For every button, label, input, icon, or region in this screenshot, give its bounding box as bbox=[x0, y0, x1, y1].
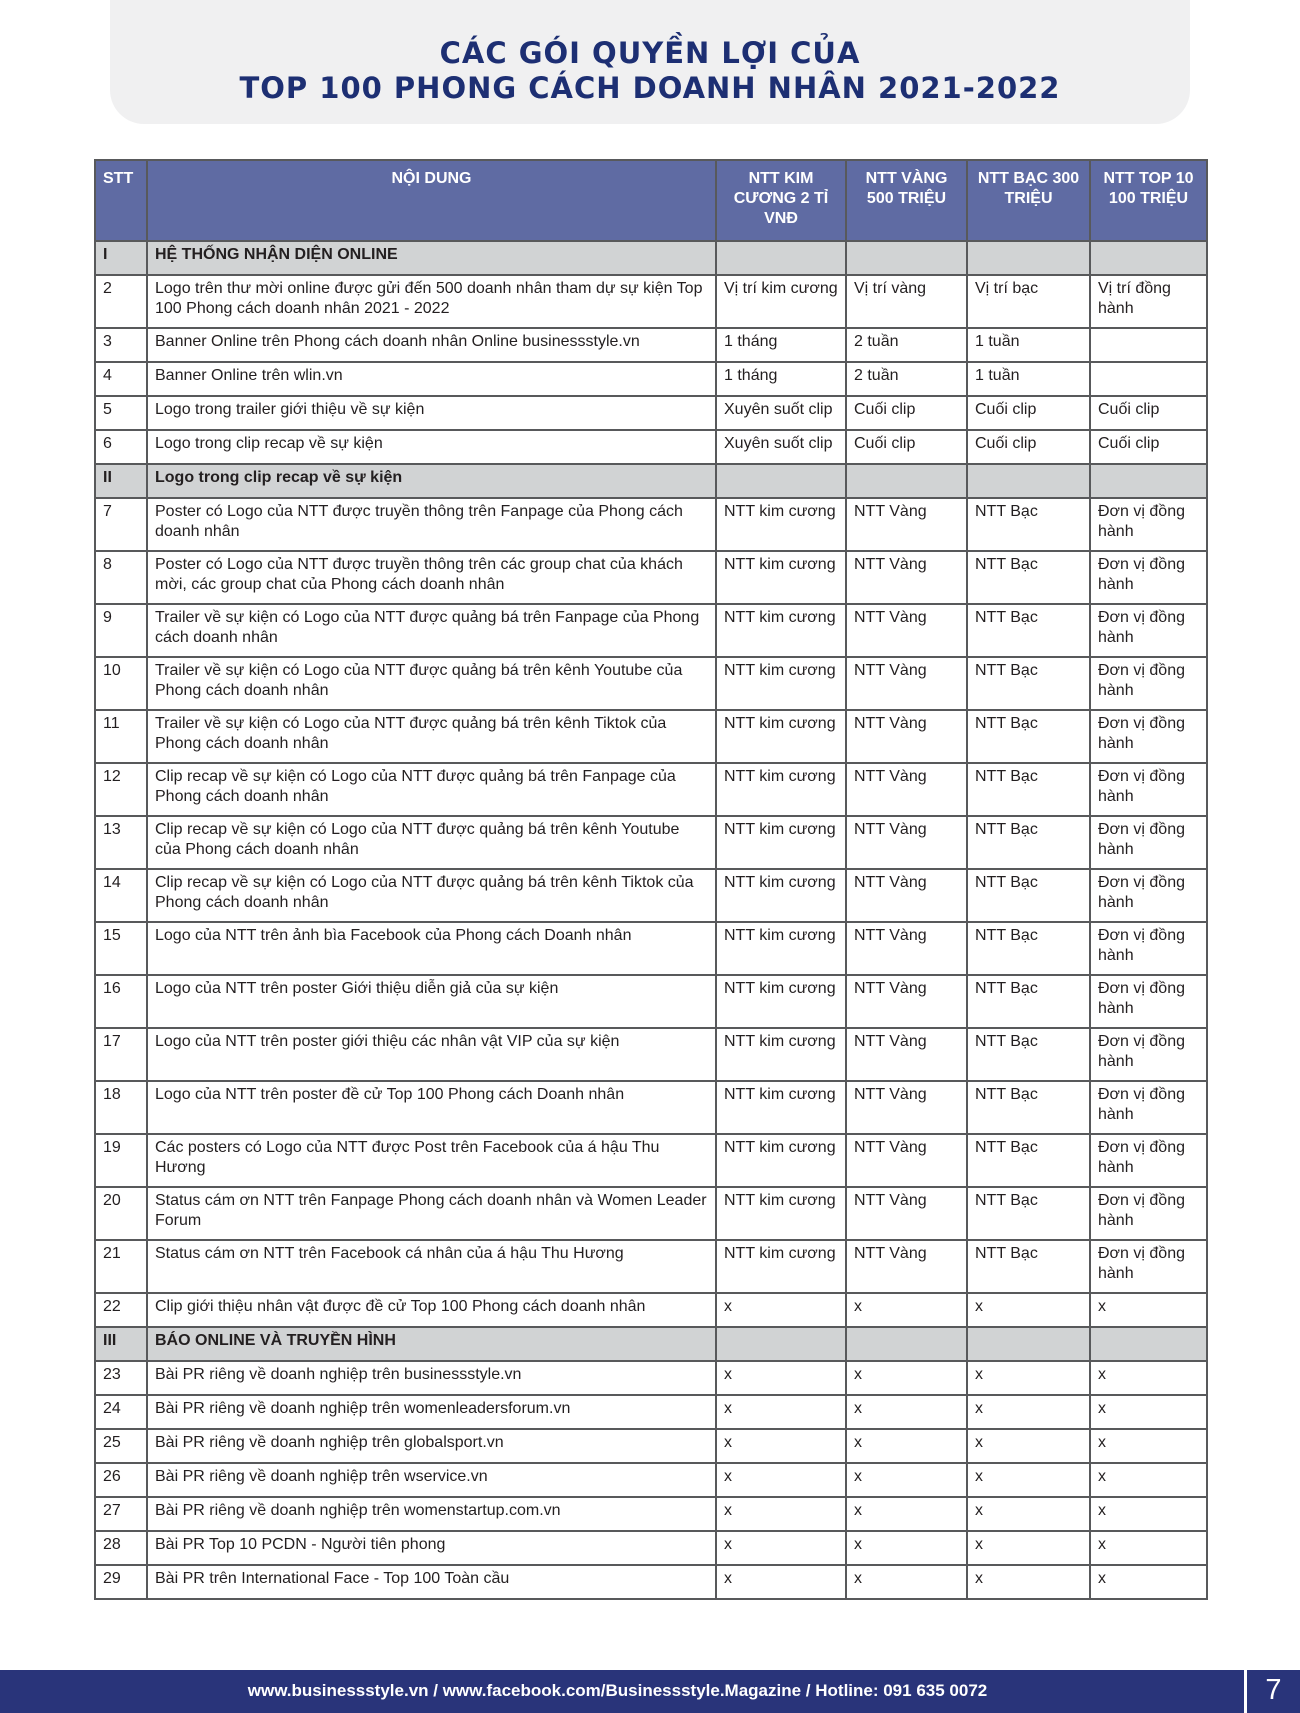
cell-diamond: NTT kim cương bbox=[716, 816, 846, 869]
cell-gold: x bbox=[846, 1429, 967, 1463]
cell-silver: NTT Bạc bbox=[967, 975, 1090, 1028]
cell-diamond: NTT kim cương bbox=[716, 498, 846, 551]
cell-top10: Đơn vị đồng hành bbox=[1090, 710, 1207, 763]
cell-diamond: NTT kim cương bbox=[716, 657, 846, 710]
table-row bbox=[95, 498, 1207, 551]
cell-diamond: Xuyên suốt clip bbox=[716, 430, 846, 464]
cell-top10: x bbox=[1090, 1531, 1207, 1565]
table-header-row bbox=[95, 160, 1207, 241]
cell-top10: Đơn vị đồng hành bbox=[1090, 604, 1207, 657]
cell-content: Bài PR riêng về doanh nghiệp trên womenstartup.com.vn bbox=[147, 1497, 716, 1531]
cell-gold bbox=[846, 1327, 967, 1361]
cell-silver: Vị trí bạc bbox=[967, 275, 1090, 328]
cell-stt: 22 bbox=[95, 1293, 147, 1327]
title-banner bbox=[110, 0, 1190, 124]
cell-stt: 25 bbox=[95, 1429, 147, 1463]
cell-stt: 12 bbox=[95, 763, 147, 816]
cell-top10: Đơn vị đồng hành bbox=[1090, 1187, 1207, 1240]
cell-silver: x bbox=[967, 1395, 1090, 1429]
cell-silver: NTT Bạc bbox=[967, 1240, 1090, 1293]
table-row bbox=[95, 1497, 1207, 1531]
cell-content: BÁO ONLINE VÀ TRUYỀN HÌNH bbox=[147, 1327, 716, 1361]
cell-content: Bài PR riêng về doanh nghiệp trên wservice.vn bbox=[147, 1463, 716, 1497]
table-row bbox=[95, 1565, 1207, 1599]
cell-top10: Đơn vị đồng hành bbox=[1090, 1134, 1207, 1187]
cell-gold: Cuối clip bbox=[846, 430, 967, 464]
cell-top10: Cuối clip bbox=[1090, 396, 1207, 430]
cell-content: Logo của NTT trên poster Giới thiệu diễn giả của sự kiện bbox=[147, 975, 716, 1028]
cell-content: Clip recap về sự kiện có Logo của NTT được quảng bá trên Fanpage của Phong cách doanh nhân bbox=[147, 763, 716, 816]
cell-stt: 19 bbox=[95, 1134, 147, 1187]
table-row bbox=[95, 1081, 1207, 1134]
cell-diamond: Vị trí kim cương bbox=[716, 275, 846, 328]
cell-silver: x bbox=[967, 1361, 1090, 1395]
cell-content: Các posters có Logo của NTT được Post trên Facebook của á hậu Thu Hương bbox=[147, 1134, 716, 1187]
cell-content: Poster có Logo của NTT được truyền thông trên Fanpage của Phong cách doanh nhân bbox=[147, 498, 716, 551]
cell-diamond: x bbox=[716, 1395, 846, 1429]
cell-stt: 18 bbox=[95, 1081, 147, 1134]
cell-silver: NTT Bạc bbox=[967, 816, 1090, 869]
cell-content: Clip recap về sự kiện có Logo của NTT được quảng bá trên kênh Youtube của Phong cách doanh nhân bbox=[147, 816, 716, 869]
cell-content: Logo trong clip recap về sự kiện bbox=[147, 430, 716, 464]
cell-diamond: NTT kim cương bbox=[716, 763, 846, 816]
cell-diamond: Xuyên suốt clip bbox=[716, 396, 846, 430]
cell-diamond: NTT kim cương bbox=[716, 1081, 846, 1134]
cell-stt: 2 bbox=[95, 275, 147, 328]
cell-diamond: 1 tháng bbox=[716, 362, 846, 396]
cell-top10: Đơn vị đồng hành bbox=[1090, 869, 1207, 922]
cell-silver: NTT Bạc bbox=[967, 498, 1090, 551]
table-row bbox=[95, 869, 1207, 922]
section-row bbox=[95, 464, 1207, 498]
cell-content: Status cám ơn NTT trên Fanpage Phong cách doanh nhân và Women Leader Forum bbox=[147, 1187, 716, 1240]
table-row bbox=[95, 275, 1207, 328]
page-title-line-2: TOP 100 PHONG CÁCH DOANH NHÂN 2021-2022 bbox=[239, 71, 1061, 105]
cell-silver: NTT Bạc bbox=[967, 551, 1090, 604]
cell-silver: Cuối clip bbox=[967, 396, 1090, 430]
cell-top10 bbox=[1090, 464, 1207, 498]
cell-content: Trailer về sự kiện có Logo của NTT được quảng bá trên Fanpage của Phong cách doanh nhân bbox=[147, 604, 716, 657]
cell-gold: NTT Vàng bbox=[846, 816, 967, 869]
cell-top10: Đơn vị đồng hành bbox=[1090, 763, 1207, 816]
cell-gold: NTT Vàng bbox=[846, 922, 967, 975]
cell-silver: NTT Bạc bbox=[967, 1028, 1090, 1081]
cell-gold: NTT Vàng bbox=[846, 551, 967, 604]
cell-diamond: NTT kim cương bbox=[716, 1134, 846, 1187]
cell-stt: 23 bbox=[95, 1361, 147, 1395]
cell-stt: 5 bbox=[95, 396, 147, 430]
column-header-content: NỘI DUNG bbox=[147, 160, 716, 241]
column-header-stt: STT bbox=[95, 160, 147, 241]
cell-gold: NTT Vàng bbox=[846, 1187, 967, 1240]
cell-stt: 26 bbox=[95, 1463, 147, 1497]
cell-diamond: x bbox=[716, 1463, 846, 1497]
cell-top10 bbox=[1090, 1327, 1207, 1361]
cell-silver: NTT Bạc bbox=[967, 657, 1090, 710]
cell-gold: x bbox=[846, 1361, 967, 1395]
table-row bbox=[95, 763, 1207, 816]
table-row bbox=[95, 362, 1207, 396]
cell-content: Trailer về sự kiện có Logo của NTT được quảng bá trên kênh Tiktok của Phong cách doanh nhân bbox=[147, 710, 716, 763]
cell-content: Clip giới thiệu nhân vật được đề cử Top 100 Phong cách doanh nhân bbox=[147, 1293, 716, 1327]
cell-diamond: NTT kim cương bbox=[716, 922, 846, 975]
cell-gold: x bbox=[846, 1565, 967, 1599]
cell-gold: NTT Vàng bbox=[846, 1240, 967, 1293]
cell-silver bbox=[967, 464, 1090, 498]
cell-diamond: x bbox=[716, 1361, 846, 1395]
table-row bbox=[95, 1187, 1207, 1240]
cell-stt: 13 bbox=[95, 816, 147, 869]
cell-content: Logo của NTT trên poster đề cử Top 100 Phong cách Doanh nhân bbox=[147, 1081, 716, 1134]
cell-top10: Đơn vị đồng hành bbox=[1090, 1028, 1207, 1081]
cell-silver: NTT Bạc bbox=[967, 763, 1090, 816]
cell-stt: 29 bbox=[95, 1565, 147, 1599]
cell-stt: 10 bbox=[95, 657, 147, 710]
cell-diamond: NTT kim cương bbox=[716, 1028, 846, 1081]
cell-gold: x bbox=[846, 1463, 967, 1497]
cell-content: Logo của NTT trên poster giới thiệu các nhân vật VIP của sự kiện bbox=[147, 1028, 716, 1081]
cell-content: Poster có Logo của NTT được truyền thông trên các group chat của khách mời, các group chat của Phong cách doanh nhân bbox=[147, 551, 716, 604]
table-body bbox=[95, 241, 1207, 1599]
table-row bbox=[95, 710, 1207, 763]
cell-diamond bbox=[716, 464, 846, 498]
cell-top10 bbox=[1090, 241, 1207, 275]
cell-silver: x bbox=[967, 1497, 1090, 1531]
cell-stt: 9 bbox=[95, 604, 147, 657]
cell-silver bbox=[967, 1327, 1090, 1361]
cell-gold: Cuối clip bbox=[846, 396, 967, 430]
cell-stt: 6 bbox=[95, 430, 147, 464]
cell-content: Bài PR riêng về doanh nghiệp trên globalsport.vn bbox=[147, 1429, 716, 1463]
cell-content: Logo trong trailer giới thiệu về sự kiện bbox=[147, 396, 716, 430]
cell-content: Trailer về sự kiện có Logo của NTT được quảng bá trên kênh Youtube của Phong cách doanh nhân bbox=[147, 657, 716, 710]
cell-gold bbox=[846, 464, 967, 498]
section-row bbox=[95, 241, 1207, 275]
cell-stt: 17 bbox=[95, 1028, 147, 1081]
table-row bbox=[95, 551, 1207, 604]
cell-content: Bài PR Top 10 PCDN - Người tiên phong bbox=[147, 1531, 716, 1565]
cell-stt: I bbox=[95, 241, 147, 275]
table-row bbox=[95, 1395, 1207, 1429]
cell-diamond bbox=[716, 241, 846, 275]
page-number: 7 bbox=[1265, 1674, 1282, 1706]
cell-silver: NTT Bạc bbox=[967, 922, 1090, 975]
cell-content: Banner Online trên wlin.vn bbox=[147, 362, 716, 396]
cell-stt: 7 bbox=[95, 498, 147, 551]
cell-top10 bbox=[1090, 362, 1207, 396]
cell-diamond: NTT kim cương bbox=[716, 710, 846, 763]
table-row bbox=[95, 922, 1207, 975]
cell-silver: x bbox=[967, 1293, 1090, 1327]
cell-gold: NTT Vàng bbox=[846, 869, 967, 922]
cell-content: Banner Online trên Phong cách doanh nhân Online businessstyle.vn bbox=[147, 328, 716, 362]
cell-content: Logo trên thư mời online được gửi đến 500 doanh nhân tham dự sự kiện Top 100 Phong cách doanh nhân 2021 - 2022 bbox=[147, 275, 716, 328]
cell-gold: x bbox=[846, 1531, 967, 1565]
cell-silver: 1 tuần bbox=[967, 328, 1090, 362]
cell-diamond: x bbox=[716, 1497, 846, 1531]
cell-top10: x bbox=[1090, 1463, 1207, 1497]
footer-bar bbox=[0, 1670, 1300, 1713]
footer-contact-text: www.businessstyle.vn / www.facebook.com/Businessstyle.Magazine / Hotline: 091 635 0072 bbox=[247, 1681, 988, 1700]
cell-gold: Vị trí vàng bbox=[846, 275, 967, 328]
cell-stt: 28 bbox=[95, 1531, 147, 1565]
cell-top10: Đơn vị đồng hành bbox=[1090, 922, 1207, 975]
cell-top10: Đơn vị đồng hành bbox=[1090, 498, 1207, 551]
cell-gold: NTT Vàng bbox=[846, 657, 967, 710]
table-row bbox=[95, 1240, 1207, 1293]
cell-top10: Cuối clip bbox=[1090, 430, 1207, 464]
cell-gold: NTT Vàng bbox=[846, 975, 967, 1028]
cell-gold: NTT Vàng bbox=[846, 604, 967, 657]
cell-diamond bbox=[716, 1327, 846, 1361]
cell-top10: x bbox=[1090, 1361, 1207, 1395]
table-row bbox=[95, 816, 1207, 869]
cell-content: Logo của NTT trên ảnh bìa Facebook của Phong cách Doanh nhân bbox=[147, 922, 716, 975]
table-row bbox=[95, 975, 1207, 1028]
cell-silver bbox=[967, 241, 1090, 275]
cell-silver: x bbox=[967, 1463, 1090, 1497]
column-header-silver: NTT BẠC 300 TRIỆU bbox=[967, 160, 1090, 241]
cell-stt: 14 bbox=[95, 869, 147, 922]
cell-top10: Đơn vị đồng hành bbox=[1090, 1081, 1207, 1134]
cell-top10: x bbox=[1090, 1497, 1207, 1531]
cell-gold: x bbox=[846, 1395, 967, 1429]
cell-diamond: NTT kim cương bbox=[716, 1240, 846, 1293]
cell-diamond: x bbox=[716, 1293, 846, 1327]
table-row bbox=[95, 1028, 1207, 1081]
cell-silver: 1 tuần bbox=[967, 362, 1090, 396]
column-header-top10: NTT TOP 10 100 TRIỆU bbox=[1090, 160, 1207, 241]
table-row bbox=[95, 430, 1207, 464]
table-row bbox=[95, 1361, 1207, 1395]
cell-top10: Đơn vị đồng hành bbox=[1090, 657, 1207, 710]
cell-silver: NTT Bạc bbox=[967, 869, 1090, 922]
table-header bbox=[95, 160, 1207, 241]
cell-diamond: x bbox=[716, 1429, 846, 1463]
table-row bbox=[95, 1531, 1207, 1565]
cell-top10: Đơn vị đồng hành bbox=[1090, 551, 1207, 604]
cell-gold: 2 tuần bbox=[846, 328, 967, 362]
table-row bbox=[95, 328, 1207, 362]
cell-silver: NTT Bạc bbox=[967, 1187, 1090, 1240]
benefits-table bbox=[94, 159, 1208, 1600]
cell-silver: NTT Bạc bbox=[967, 1134, 1090, 1187]
cell-gold: x bbox=[846, 1497, 967, 1531]
table-row bbox=[95, 604, 1207, 657]
section-row bbox=[95, 1327, 1207, 1361]
cell-top10: Đơn vị đồng hành bbox=[1090, 975, 1207, 1028]
cell-diamond: NTT kim cương bbox=[716, 604, 846, 657]
cell-top10: Vị trí đồng hành bbox=[1090, 275, 1207, 328]
cell-gold: NTT Vàng bbox=[846, 763, 967, 816]
cell-content: Bài PR riêng về doanh nghiệp trên businessstyle.vn bbox=[147, 1361, 716, 1395]
cell-content: Logo trong clip recap về sự kiện bbox=[147, 464, 716, 498]
cell-stt: 8 bbox=[95, 551, 147, 604]
cell-stt: 11 bbox=[95, 710, 147, 763]
cell-gold bbox=[846, 241, 967, 275]
cell-gold: x bbox=[846, 1293, 967, 1327]
cell-gold: NTT Vàng bbox=[846, 498, 967, 551]
table-row bbox=[95, 1429, 1207, 1463]
cell-stt: 16 bbox=[95, 975, 147, 1028]
cell-stt: 21 bbox=[95, 1240, 147, 1293]
cell-content: Bài PR trên International Face - Top 100 Toàn cầu bbox=[147, 1565, 716, 1599]
cell-top10: x bbox=[1090, 1565, 1207, 1599]
cell-silver: x bbox=[967, 1565, 1090, 1599]
table-row bbox=[95, 657, 1207, 710]
cell-diamond: NTT kim cương bbox=[716, 1187, 846, 1240]
cell-content: HỆ THỐNG NHẬN DIỆN ONLINE bbox=[147, 241, 716, 275]
cell-top10 bbox=[1090, 328, 1207, 362]
cell-gold: NTT Vàng bbox=[846, 1028, 967, 1081]
cell-stt: 4 bbox=[95, 362, 147, 396]
column-header-gold: NTT VÀNG 500 TRIỆU bbox=[846, 160, 967, 241]
cell-stt: III bbox=[95, 1327, 147, 1361]
cell-silver: x bbox=[967, 1429, 1090, 1463]
cell-content: Bài PR riêng về doanh nghiệp trên womenleadersforum.vn bbox=[147, 1395, 716, 1429]
cell-stt: 20 bbox=[95, 1187, 147, 1240]
cell-diamond: NTT kim cương bbox=[716, 975, 846, 1028]
cell-diamond: 1 tháng bbox=[716, 328, 846, 362]
cell-content: Clip recap về sự kiện có Logo của NTT được quảng bá trên kênh Tiktok của Phong cách doanh nhân bbox=[147, 869, 716, 922]
cell-silver: x bbox=[967, 1531, 1090, 1565]
cell-top10: x bbox=[1090, 1429, 1207, 1463]
cell-gold: 2 tuần bbox=[846, 362, 967, 396]
cell-gold: NTT Vàng bbox=[846, 1134, 967, 1187]
column-header-diamond: NTT KIM CƯƠNG 2 TỈ VNĐ bbox=[716, 160, 846, 241]
cell-silver: Cuối clip bbox=[967, 430, 1090, 464]
cell-stt: II bbox=[95, 464, 147, 498]
table-row bbox=[95, 1463, 1207, 1497]
cell-content: Status cám ơn NTT trên Facebook cá nhân của á hậu Thu Hương bbox=[147, 1240, 716, 1293]
cell-stt: 27 bbox=[95, 1497, 147, 1531]
page-title-line-1: CÁC GÓI QUYỀN LỢI CỦA bbox=[439, 36, 861, 70]
cell-stt: 15 bbox=[95, 922, 147, 975]
cell-top10: Đơn vị đồng hành bbox=[1090, 816, 1207, 869]
cell-silver: NTT Bạc bbox=[967, 710, 1090, 763]
cell-diamond: x bbox=[716, 1565, 846, 1599]
cell-diamond: NTT kim cương bbox=[716, 551, 846, 604]
cell-top10: x bbox=[1090, 1395, 1207, 1429]
cell-silver: NTT Bạc bbox=[967, 604, 1090, 657]
cell-stt: 24 bbox=[95, 1395, 147, 1429]
cell-top10: Đơn vị đồng hành bbox=[1090, 1240, 1207, 1293]
cell-diamond: NTT kim cương bbox=[716, 869, 846, 922]
cell-gold: NTT Vàng bbox=[846, 710, 967, 763]
cell-stt: 3 bbox=[95, 328, 147, 362]
cell-silver: NTT Bạc bbox=[967, 1081, 1090, 1134]
table-row bbox=[95, 1293, 1207, 1327]
table-row bbox=[95, 1134, 1207, 1187]
cell-gold: NTT Vàng bbox=[846, 1081, 967, 1134]
table-row bbox=[95, 396, 1207, 430]
cell-diamond: x bbox=[716, 1531, 846, 1565]
cell-top10: x bbox=[1090, 1293, 1207, 1327]
